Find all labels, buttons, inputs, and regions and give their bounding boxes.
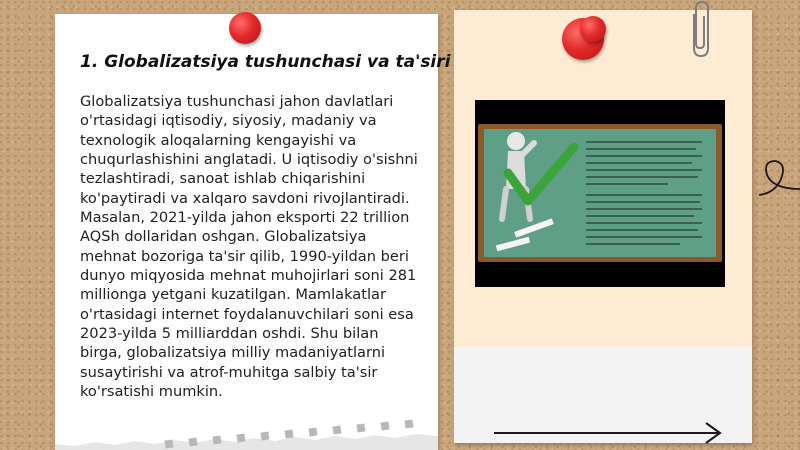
chalkboard <box>484 129 716 257</box>
arrow-right-icon <box>494 419 726 447</box>
push-pin-icon <box>580 16 606 42</box>
chalk-text-lines <box>584 137 706 249</box>
card-title: 1. Globalizatsiya tushunchasi va ta'siri <box>80 52 451 72</box>
chalkboard-frame <box>478 124 722 262</box>
torn-paper-edge <box>55 410 438 450</box>
figure-with-checkmark <box>484 129 584 257</box>
card-body-text: Globalizatsiya tushunchasi jahon davlatlari o'rtasidagi iqtisodiy, siyosiy, madaniy va texnologik aloqalarning kengayishi va chuqurlashishini anglatadi. U iqtisodiy o'sishni tezlashtiradi, sanoat ishlab chiqarishini ko'paytiradi va xalqaro savdoni rivojlantiradi. Masalan, 2021-yilda jahon eksporti 22 trillion AQSh dollaridan oshgan. Globalizatsiya mehnat bozoriga ta'sir qilib, 1990-yildan beri dunyo miqyosida mehnat muhojirlari soni 281 millionga yetgani kuzatilgan. Mamlakatlar o'rtasidagi internet foydalanuvchilari soni esa 2023-yilda 5 milliarddan oshdi. Shu bilan birga, globalizatsiya milliy madaniyatlarni susaytirishi va atrof-muhitga salbiy ta'sir ko'rsatishi mumkin. <box>80 93 418 401</box>
video-player[interactable] <box>475 100 725 287</box>
push-pin-icon <box>229 12 261 44</box>
paperclip-icon <box>688 0 712 60</box>
loop-doodle-icon <box>757 155 800 215</box>
